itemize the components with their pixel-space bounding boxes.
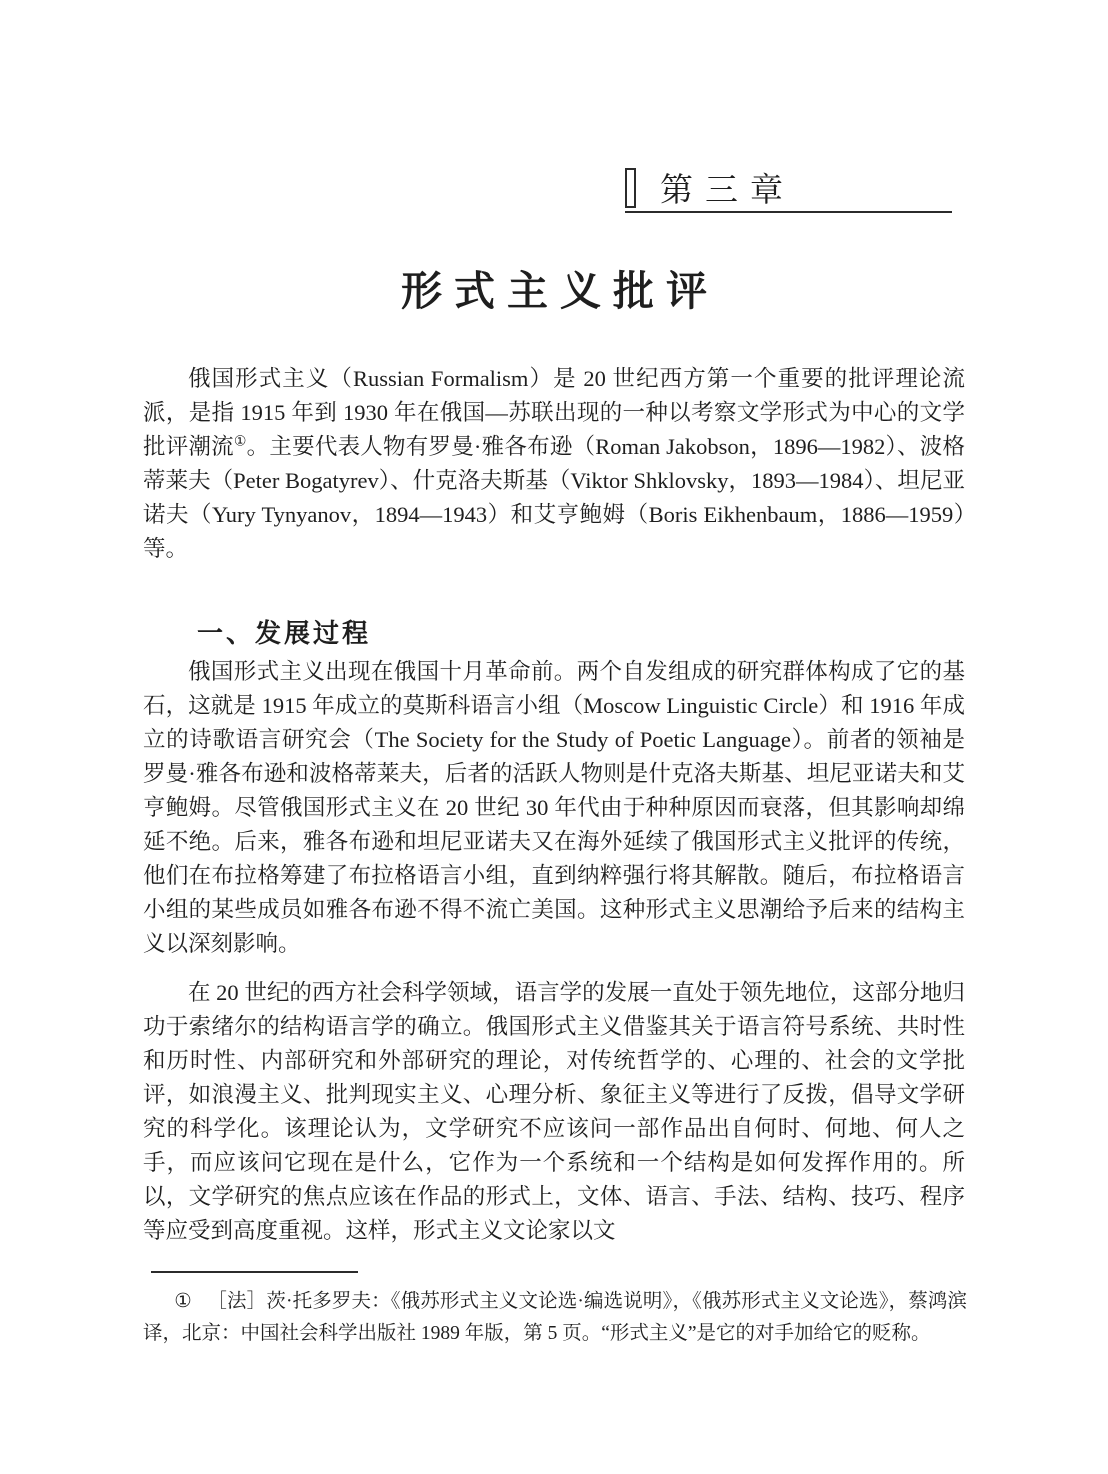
chapter-title: 形式主义批评 <box>401 268 719 314</box>
section-heading-development: 一、发展过程 <box>197 618 372 648</box>
intro-paragraph <box>143 362 965 566</box>
intro-text-continued: 。主要代表人物有罗曼·雅各布逊（Roman Jakobson，1896—1982）、波格蒂莱夫（Peter Bogatyrev）、什克洛夫斯基（Viktor Shklovsky，1893—1984）、坦尼亚诺夫（Yury Tynyanov，1894—1943）和艾亨鲍姆（Boris Eikhenbaum，1886—1959）等。 <box>143 434 965 561</box>
footnote-reference-marker: ① <box>233 434 247 450</box>
footnote-text: ［法］茨·托多罗夫：《俄苏形式主义文论选·编选说明》，《俄苏形式主义文论选》，蔡鸿滨译，北京：中国社会科学出版社 1989 年版，第 5 页。“形式主义”是它的对手加给它的贬称。 <box>143 1291 967 1344</box>
chapter-header <box>625 168 952 213</box>
intro-text: 俄国形式主义（Russian Formalism）是 20 世纪西方第一个重要的批评理论流派，是指 1915 年到 1930 年在俄国—苏联出现的一种以考察文学形式为中心的文学批评潮流 <box>143 366 965 459</box>
chapter-marker-box <box>625 168 636 208</box>
footnote-separator-rule <box>151 1271 358 1273</box>
development-paragraph-2: 在 20 世纪的西方社会科学领域，语言学的发展一直处于领先地位，这部分地归功于索绪尔的结构语言学的确立。俄国形式主义借鉴其关于语言符号系统、共时性和历时性、内部研究和外部研究的理论，对传统哲学的、心理的、社会的文学批评，如浪漫主义、批判现实主义、心理分析、象征主义等进行了反拨，倡导文学研究的科学化。该理论认为，文学研究不应该问一部作品出自何时、何地、何人之手，而应该问它现在是什么，它作为一个系统和一个结构是如何发挥作用的。所以，文学研究的焦点应该在作品的形式上，文体、语言、手法、结构、技巧、程序等应受到高度重视。这样，形式主义文论家以文 <box>143 980 965 1243</box>
footnote <box>143 1286 967 1349</box>
chapter-number-label: 第三章 <box>660 171 795 208</box>
development-paragraph-1: 俄国形式主义出现在俄国十月革命前。两个自发组成的研究群体构成了它的基石，这就是 1915 年成立的莫斯科语言小组（Moscow Linguistic Circle）和 1916 年成立的诗歌语言研究会（The Society for the Study of Poetic Language）。前者的领袖是罗曼·雅各布逊和波格蒂莱夫，后者的活跃人物则是什克洛夫斯基、坦尼亚诺夫和艾亨鲍姆。尽管俄国形式主义在 20 世纪 30 年代由于种种原因而衰落，但其影响却绵延不绝。后来，雅各布逊和坦尼亚诺夫又在海外延续了俄国形式主义批评的传统，他们在布拉格筹建了布拉格语言小组，直到纳粹强行将其解散。随后，布拉格语言小组的某些成员如雅各布逊不得不流亡美国。这种形式主义思潮给予后来的结构主义以深刻影响。 <box>143 659 965 956</box>
footnote-marker: ① <box>174 1291 192 1312</box>
